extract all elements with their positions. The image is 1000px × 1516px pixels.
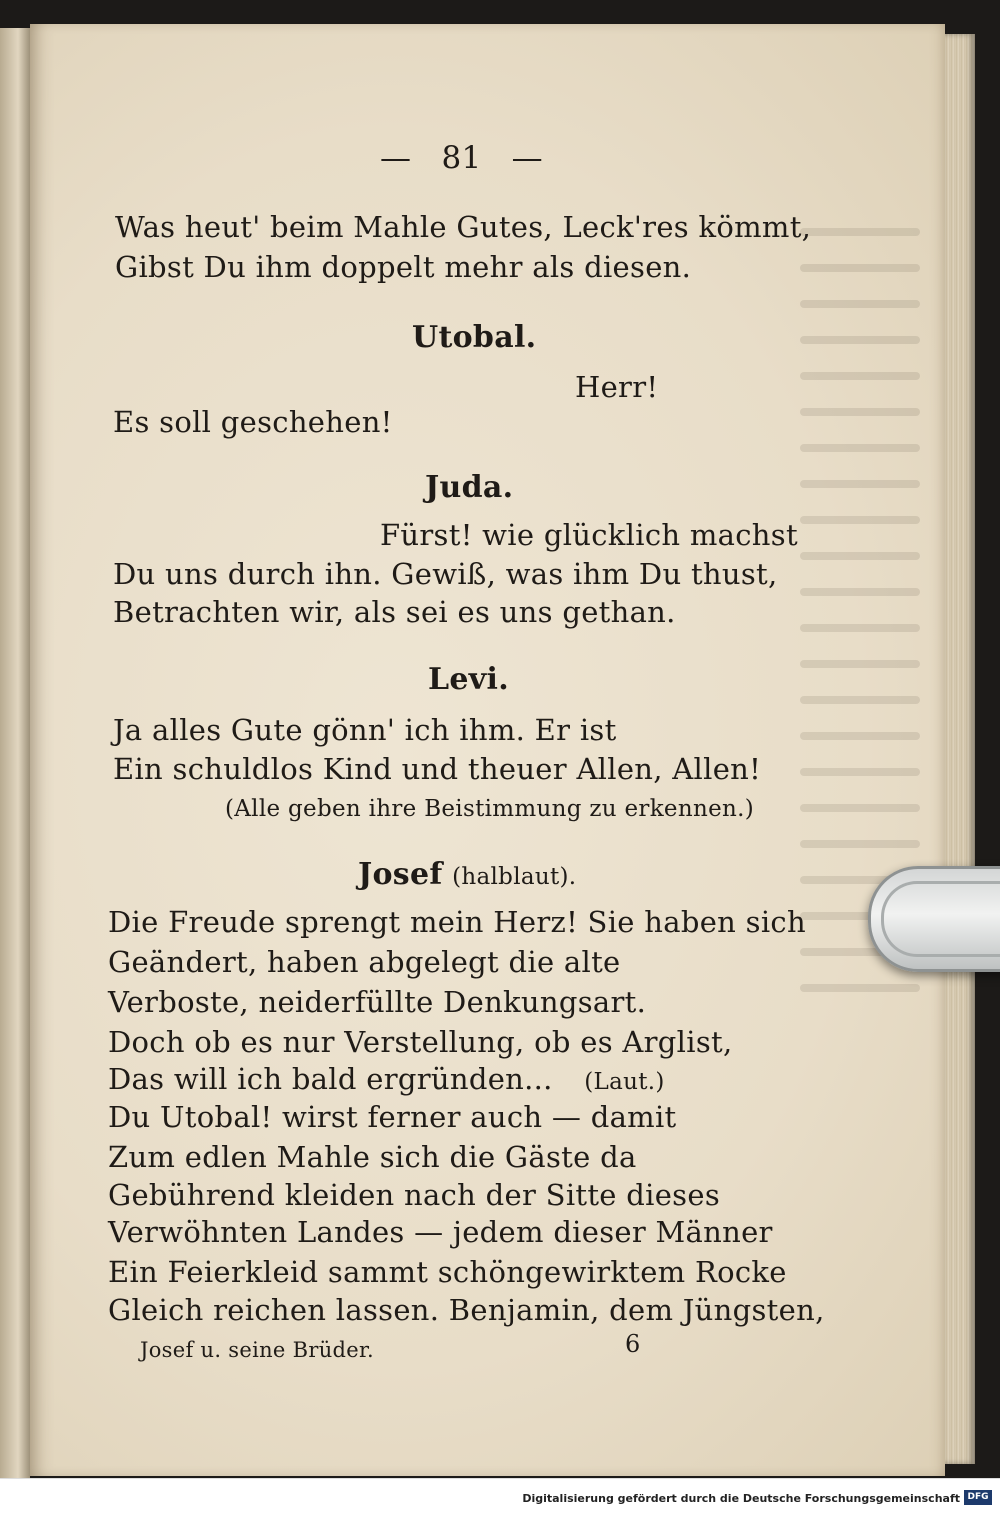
verse-line: Herr! — [575, 370, 659, 404]
speaker-heading: Utobal. — [412, 320, 537, 355]
verse-line: Du uns durch ihn. Gewiß, was ihm Du thust, — [113, 557, 778, 591]
footer-title: Josef u. seine Brüder. — [140, 1338, 375, 1362]
speaker-note: (halblaut). — [452, 864, 577, 890]
book-spine-left — [0, 28, 30, 1478]
speaker-name: Josef — [358, 857, 443, 892]
verse-line: Du Utobal! wirst ferner auch — damit — [108, 1100, 677, 1134]
speaker-heading: Levi. — [428, 662, 509, 697]
page-clip — [868, 866, 1000, 972]
verse-line: Die Freude sprengt mein Herz! Sie haben sich — [108, 905, 806, 939]
verse-line: Fürst! wie glücklich machst — [380, 518, 798, 552]
verse-line: Gibst Du ihm doppelt mehr als diesen. — [115, 250, 692, 284]
page-number: — 81 — — [380, 140, 543, 176]
dfg-logo: DFG — [964, 1490, 992, 1505]
verse-line: Ein Feierkleid sammt schöngewirktem Rocke — [108, 1255, 787, 1289]
verse-line: Betrachten wir, als sei es uns gethan. — [113, 595, 676, 629]
show-through-text — [800, 200, 920, 1300]
speaker-heading: Juda. — [425, 470, 514, 505]
verse-line: Gleich reichen lassen. Benjamin, dem Jüngsten, — [108, 1293, 825, 1327]
speaker-heading-josef — [358, 857, 576, 892]
verse-line: Geändert, haben abgelegt die alte — [108, 945, 621, 979]
verse-line: Ein schuldlos Kind und theuer Allen, Allen! — [113, 752, 762, 786]
verse-line: Was heut' beim Mahle Gutes, Leck'res kömmt, — [115, 210, 812, 244]
signature-mark: 6 — [625, 1330, 641, 1358]
verse-line: Es soll geschehen! — [113, 405, 393, 439]
stage-direction: (Alle geben ihre Beistimmung zu erkennen.) — [225, 796, 754, 822]
credit-text: Digitalisierung gefördert durch die Deutsche Forschungsgemeinschaft — [522, 1492, 960, 1505]
verse-line: Ja alles Gute gönn' ich ihm. Er ist — [113, 713, 617, 747]
verse-line: Verwöhnten Landes — jedem dieser Männer — [108, 1215, 773, 1249]
verse-line: Gebührend kleiden nach der Sitte dieses — [108, 1178, 721, 1212]
stage-direction: (Laut.) — [584, 1069, 665, 1095]
verse-line: Zum edlen Mahle sich die Gäste da — [108, 1140, 637, 1174]
verse-text: Das will ich bald ergründen... — [108, 1062, 553, 1096]
verse-line: Doch ob es nur Verstellung, ob es Arglist, — [108, 1025, 733, 1059]
credit-bar — [0, 1478, 1000, 1516]
verse-line: Verboste, neiderfüllte Denkungsart. — [108, 985, 647, 1019]
verse-line-with-note — [108, 1062, 665, 1096]
page-edges — [945, 34, 975, 1464]
